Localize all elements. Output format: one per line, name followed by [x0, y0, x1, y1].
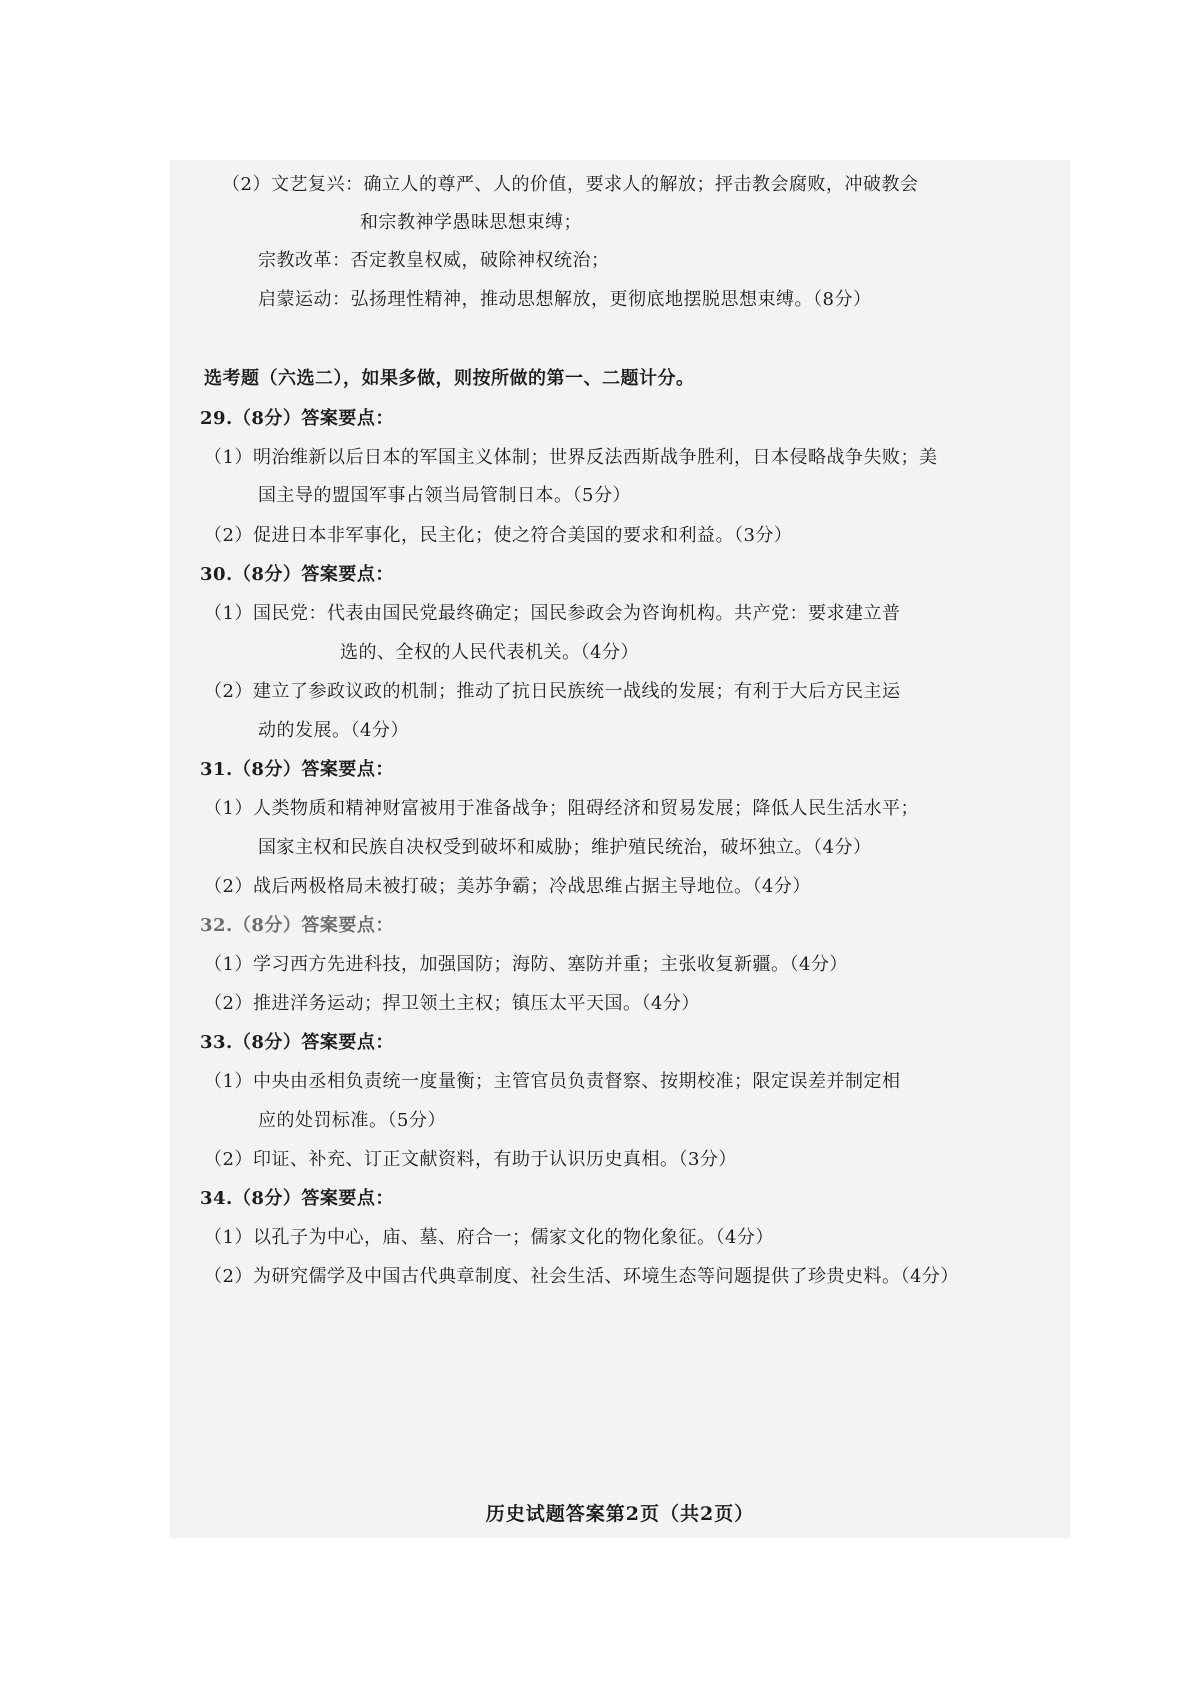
question-32-line-1: （1）学习西方先进科技，加强国防；海防、塞防并重；主张收复新疆。（4分） [204, 954, 848, 975]
renaissance-line-2: 和宗教神学愚昧思想束缚； [360, 212, 582, 233]
question-31-line-1: （1）人类物质和精神财富被用于准备战争；阻碍经济和贸易发展；降低人民生活水平； [204, 798, 919, 819]
question-31-title: 31.（8分）答案要点： [200, 759, 394, 780]
question-33-line-1: （1）中央由丞相负责统一度量衡；主管官员负责督察、按期校准；限定误差并制定相 [204, 1071, 901, 1092]
question-30-title: 30.（8分）答案要点： [200, 564, 394, 585]
question-34-line-2: （2）为研究儒学及中国古代典章制度、社会生活、环境生态等问题提供了珍贵史料。（4分） [204, 1266, 959, 1287]
question-33-line-3: （2）印证、补充、订正文献资料，有助于认识历史真相。（3分） [204, 1149, 737, 1170]
question-30-line-2: 选的、全权的人民代表机关。（4分） [340, 642, 639, 663]
renaissance-line-1: （2）文艺复兴：确立人的尊严、人的价值，要求人的解放；抨击教会腐败，冲破教会 [222, 174, 919, 195]
question-33-title: 33.（8分）答案要点： [200, 1032, 394, 1053]
answer-sheet-page [170, 160, 1070, 1538]
enlightenment-line: 启蒙运动：弘扬理性精神，推动思想解放，更彻底地摆脱思想束缚。（8分） [258, 289, 872, 310]
question-29-title: 29.（8分）答案要点： [200, 408, 394, 429]
reformation-line: 宗教改革：否定教皇权威，破除神权统治； [258, 250, 610, 271]
question-33-line-2: 应的处罚标准。（5分） [258, 1110, 446, 1131]
question-32-line-2: （2）推进洋务运动；捍卫领土主权；镇压太平天国。（4分） [204, 993, 700, 1014]
question-31-line-2: 国家主权和民族自决权受到破坏和威胁；维护殖民统治，破坏独立。（4分） [258, 837, 872, 858]
question-29-line-3: （2）促进日本非军事化，民主化；使之符合美国的要求和利益。（3分） [204, 525, 793, 546]
question-29-line-2: 国主导的盟国军事占领当局管制日本。（5分） [258, 485, 631, 506]
question-30-line-3: （2）建立了参政议政的机制；推动了抗日民族统一战线的发展；有利于大后方民主运 [204, 681, 901, 702]
question-34-title: 34.（8分）答案要点： [200, 1188, 394, 1209]
question-30-line-1: （1）国民党：代表由国民党最终确定；国民参政会为咨询机构。共产党：要求建立普 [204, 603, 901, 624]
question-31-line-3: （2）战后两极格局未被打破；美苏争霸；冷战思维占据主导地位。（4分） [204, 876, 811, 897]
question-34-line-1: （1）以孔子为中心，庙、墓、府合一；儒家文化的物化象征。（4分） [204, 1227, 774, 1248]
page-footer: 历史试题答案第2页（共2页） [485, 1503, 755, 1525]
question-29-line-1: （1）明治维新以后日本的军国主义体制；世界反法西斯战争胜利，日本侵略战争失败；美 [204, 447, 938, 468]
question-30-line-4: 动的发展。（4分） [258, 720, 409, 741]
elective-intro: 选考题（六选二），如果多做，则按所做的第一、二题计分。 [204, 368, 695, 389]
question-32-title: 32.（8分）答案要点： [200, 915, 394, 936]
